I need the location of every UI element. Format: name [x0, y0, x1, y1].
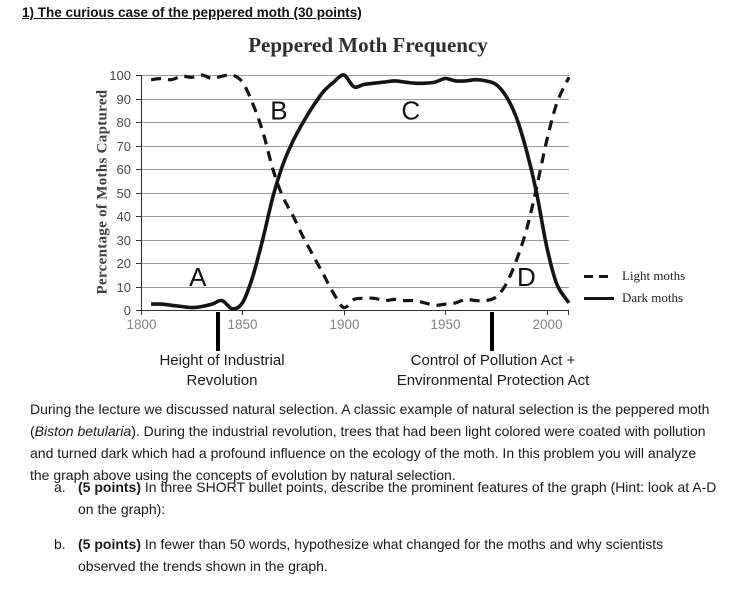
question-b-text: In fewer than 50 words, hypothesize what changed for the moths and why scientists [144, 536, 664, 552]
event-label-pollution-act [348, 351, 638, 391]
chart-legend [584, 265, 685, 309]
question-b [54, 533, 663, 577]
svg-text:D: D [517, 262, 536, 293]
svg-text:40: 40 [116, 209, 131, 224]
species-name-italic: Biston betularia [34, 423, 132, 439]
svg-text:90: 90 [116, 92, 131, 107]
event-label-industrial-revolution [97, 351, 347, 391]
svg-text:70: 70 [116, 139, 131, 154]
svg-text:80: 80 [116, 115, 131, 130]
svg-text:2000: 2000 [532, 317, 563, 332]
event-label-line: Environmental Protection Act [396, 372, 590, 389]
svg-text:C: C [401, 95, 421, 126]
svg-text:50: 50 [116, 186, 131, 201]
paragraph-text: ( [30, 423, 35, 439]
y-axis-title: Percentage of Moths Captured [94, 89, 111, 295]
paragraph-text: ). During the industrial revolution, trees that had been light colored were coated with pollution [131, 423, 706, 439]
legend-item-dark-moths [584, 287, 685, 309]
svg-text:B: B [270, 95, 288, 126]
question-b-line1 [78, 533, 663, 555]
legend-item-light-moths [584, 265, 685, 287]
event-label-line: Height of Industrial [159, 352, 285, 369]
svg-text:60: 60 [116, 162, 131, 177]
paragraph-line: During the lecture we discussed natural selection. A classic example of natural selection is the peppered moth [30, 401, 710, 417]
question-a-line1 [78, 476, 716, 498]
legend-label-dark-moths: Dark moths [622, 290, 684, 305]
svg-text:1850: 1850 [227, 317, 258, 332]
svg-text:A: A [189, 262, 207, 293]
paragraph-line: the graph above using the concepts of evolution by natural selection. [30, 467, 456, 483]
chart-title: Peppered Moth Frequency [248, 33, 488, 57]
paragraph-line [30, 420, 709, 442]
svg-text:20: 20 [116, 256, 131, 271]
svg-text:1800: 1800 [126, 317, 157, 332]
svg-text:1900: 1900 [329, 317, 360, 332]
intro-paragraph [30, 398, 709, 486]
paragraph-line: and turned dark which had a profound influence on the ecology of the moth. In this problem you will analyze [30, 445, 697, 461]
question-b-line2: observed the trends shown in the graph. [78, 558, 328, 574]
question-heading: 1) The curious case of the peppered moth (30 points) [22, 5, 362, 20]
svg-text:10: 10 [116, 280, 131, 295]
question-a-text: In three SHORT bullet points, describe the prominent features of the graph (Hint: look at A-D [144, 479, 717, 495]
event-label-line: Revolution [186, 372, 258, 389]
solid-line-swatch [584, 297, 614, 300]
svg-text:100: 100 [109, 68, 131, 83]
svg-text:30: 30 [116, 233, 131, 248]
question-a [54, 476, 716, 520]
legend-label-light-moths: Light moths [622, 268, 686, 283]
question-a-line2: on the graph): [78, 501, 166, 517]
event-label-line: Control of Pollution Act + [410, 352, 576, 369]
question-b-body [78, 533, 663, 577]
question-b-label: b. [54, 536, 66, 552]
dashed-line-swatch [584, 275, 614, 278]
question-a-points: (5 points) [78, 479, 141, 495]
question-a-label: a. [54, 479, 66, 495]
question-a-body [78, 476, 716, 520]
question-b-points: (5 points) [78, 536, 141, 552]
svg-text:0: 0 [123, 303, 131, 318]
svg-text:1950: 1950 [430, 317, 461, 332]
